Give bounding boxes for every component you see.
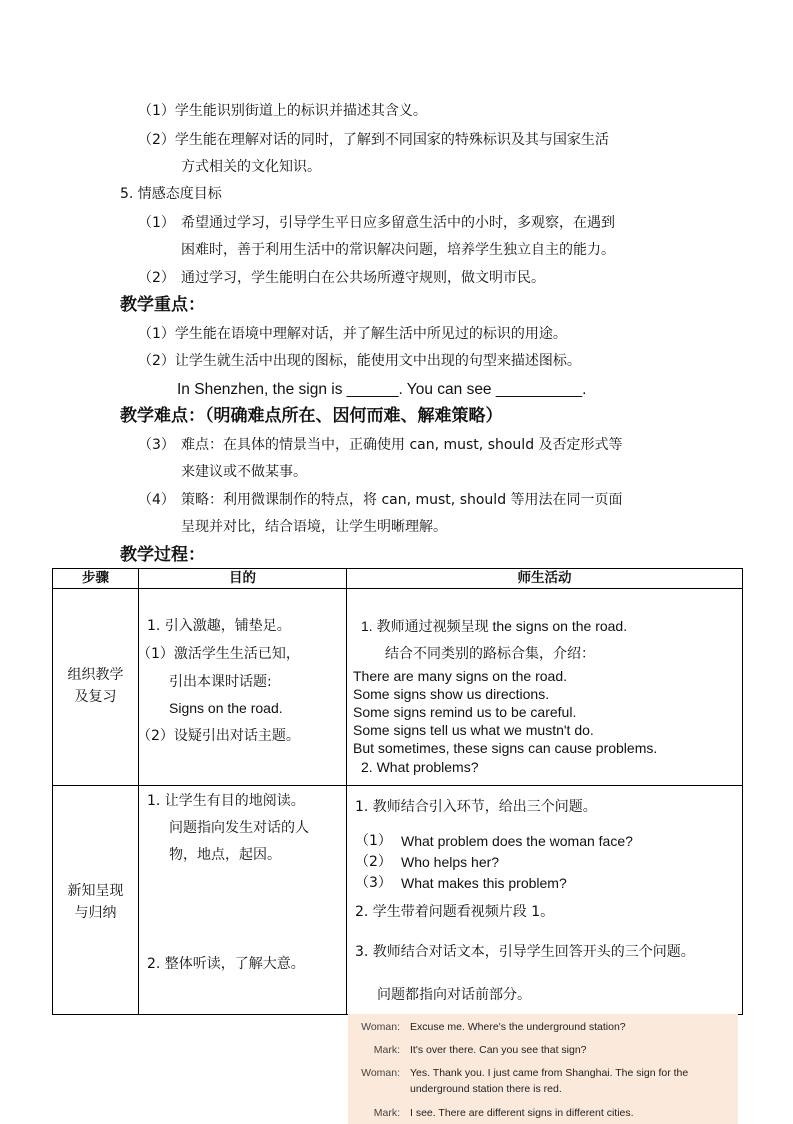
dialogue-speaker: Mark:: [373, 1044, 400, 1056]
activity-line: 问题都指向对话前部分。: [377, 987, 531, 1003]
column-header-step: 步骤: [53, 569, 139, 589]
emotion-item-1-line2: 困难时，善于利用生活中的常识解决问题，培养学生独立自主的能力。: [181, 242, 615, 258]
key-point-sentence: In Shenzhen, the sign is ______. You can see __________.: [177, 381, 587, 398]
dialogue-excerpt: [348, 1014, 738, 1124]
dialogue-text: It's over there. Can you see that sign?: [410, 1044, 587, 1056]
activity-line: Some signs remind us to be careful.: [353, 704, 577, 720]
question-text: What problem does the woman face?: [401, 833, 633, 849]
dialogue-speaker: Woman:: [361, 1067, 400, 1079]
dialogue-text: I see. There are different signs in different cities.: [410, 1107, 634, 1119]
purpose-line: 1. 引入激趣，铺垫足。: [147, 618, 291, 634]
activity-cell: [347, 786, 743, 1015]
dialogue-speaker: Mark:: [373, 1107, 400, 1119]
activity-title: 1. 教师通过视频呈现 the signs on the road.: [361, 618, 628, 634]
step-cell: [53, 786, 139, 1015]
table-row: [53, 589, 743, 786]
emotion-heading: 5. 情感态度目标: [120, 186, 222, 202]
step-name-line2: 及复习: [74, 689, 117, 705]
activity-sub: 结合不同类别的路标合集，介绍：: [385, 646, 595, 662]
difficulty-3-line1: 难点：在具体的情景当中，正确使用 can, must, should 及否定形式等: [181, 437, 623, 453]
activity-line: But sometimes, these signs can cause problems.: [353, 740, 658, 756]
goal-item-1: （1）学生能识别街道上的标识并描述其含义。: [138, 103, 427, 119]
purpose-line: 问题指向发生对话的人: [169, 820, 309, 836]
dialogue-text: Excuse me. Where's the underground station?: [410, 1021, 626, 1033]
table-header-row: [53, 569, 743, 589]
emotion-item-1-num: （1）: [138, 215, 175, 231]
activity-line: 3. 教师结合对话文本，引导学生回答开头的三个问题。: [355, 944, 695, 960]
step-cell: [53, 589, 139, 786]
process-table: [52, 568, 743, 1015]
process-heading: 教学过程：: [120, 545, 205, 565]
difficulty-3-line2: 来建议或不做某事。: [181, 464, 307, 480]
emotion-item-1-line1: 希望通过学习，引导学生平日应多留意生活中的小时，多观察，在遇到: [181, 215, 615, 231]
step-name-line2: 与归纳: [74, 905, 117, 921]
key-point-1: （1）学生能在语境中理解对话，并了解生活中所见过的标识的用途。: [138, 326, 567, 342]
question-num: （1）: [355, 833, 392, 849]
activity-line: Some signs tell us what we mustn't do.: [353, 722, 594, 738]
question-text: Who helps her?: [401, 854, 500, 870]
step-name-line1: 新知呈现: [67, 883, 124, 899]
dialogue-text: Yes. Thank you. I just came from Shanghai. The sign for the underground station there is red.: [410, 1067, 689, 1095]
question-num: （2）: [355, 854, 392, 870]
column-header-purpose: 目的: [139, 569, 347, 589]
difficulty-4-line2: 呈现并对比，结合语境，让学生明晰理解。: [181, 519, 447, 535]
purpose-line: 物，地点，起因。: [169, 847, 281, 863]
emotion-item-2-num: （2）: [138, 270, 175, 286]
key-points-heading: 教学重点：: [120, 295, 205, 315]
key-point-2: （2）让学生就生活中出现的图标，能使用文中出现的句型来描述图标。: [138, 353, 581, 369]
purpose-line: 1. 让学生有目的地阅读。: [147, 793, 305, 809]
purpose-line: 2. 整体听读，了解大意。: [147, 956, 305, 972]
goal-item-2-line1: （2）学生能在理解对话的同时，了解到不同国家的特殊标识及其与国家生活: [138, 132, 609, 148]
activity-line: 2. What problems?: [361, 759, 479, 775]
purpose-line: （1）激活学生生活已知，: [137, 646, 300, 662]
step-name-line1: 组织教学: [67, 667, 124, 683]
question-text: What makes this problem?: [401, 875, 567, 891]
dialogue-speaker: Woman:: [361, 1021, 400, 1033]
purpose-cell: [139, 786, 347, 1015]
purpose-line: Signs on the road.: [169, 700, 283, 716]
question-num: （3）: [355, 875, 392, 891]
purpose-line: 引出本课时话题:: [169, 674, 272, 690]
difficulty-3-num: （3）: [138, 437, 175, 453]
emotion-item-2-line1: 通过学习，学生能明白在公共场所遵守规则，做文明市民。: [181, 270, 545, 286]
goal-item-2-line2: 方式相关的文化知识。: [181, 159, 321, 175]
purpose-cell: [139, 589, 347, 786]
activity-line: There are many signs on the road.: [353, 668, 568, 684]
column-header-activity: 师生活动: [347, 569, 743, 589]
difficulty-4-line1: 策略：利用微课制作的特点，将 can, must, should 等用法在同一页面: [181, 492, 623, 508]
difficulties-heading: 教学难点：（明确难点所在、因何而难、解难策略）: [120, 406, 503, 426]
activity-line: 2. 学生带着问题看视频片段 1。: [355, 904, 555, 920]
purpose-line: （2）设疑引出对话主题。: [137, 728, 300, 744]
activity-line: 1. 教师结合引入环节，给出三个问题。: [355, 799, 597, 815]
difficulty-4-num: （4）: [138, 492, 175, 508]
activity-line: Some signs show us directions.: [353, 686, 550, 702]
activity-cell: [347, 589, 743, 786]
table-row: [53, 786, 743, 1015]
